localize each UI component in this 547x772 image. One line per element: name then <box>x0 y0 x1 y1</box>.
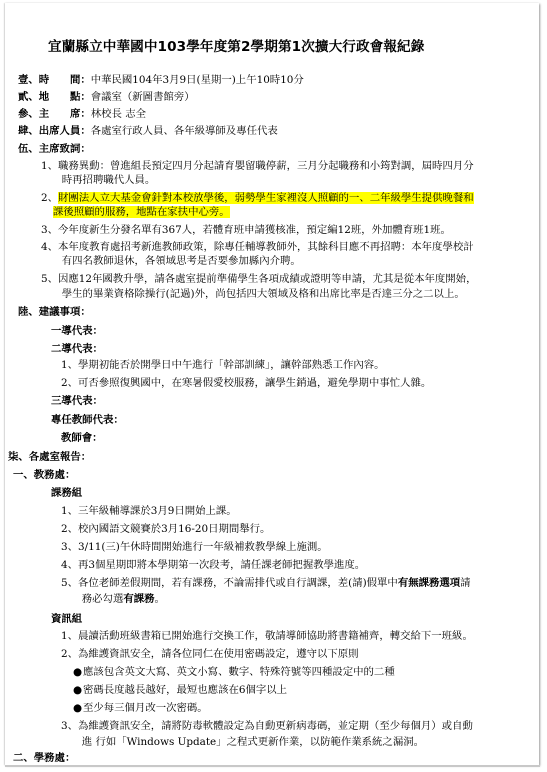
list-item-highlighted-cont <box>53 206 230 219</box>
list-item-highlighted <box>41 192 474 205</box>
rep-label: 專任教師代表： <box>51 414 124 426</box>
list-item: 1、職務異動：曾進組長預定四月分起請育嬰留職停薪，三月分起職務和小筠對調，屆時四月分 <box>41 160 474 172</box>
bullet-icon: ● <box>73 684 83 696</box>
list-item: 2、可否參照復興國中，在寒暑假愛校服務，讓學生銷過，避免學期中事忙人雜。 <box>61 377 432 389</box>
attendees-value: 各處室行政人員、各年級導師及專任代表 <box>90 125 278 137</box>
dept-heading: 一、教務處： <box>13 469 76 481</box>
list-item: 3、今年度新生分發名單有367人，若體育班申請獲核准，預定編12班，外加體育班1班。 <box>41 224 451 236</box>
chair-value: 林校長 志全 <box>90 108 146 120</box>
bullet-text: 至少每三個月改一次密碼。 <box>83 702 208 714</box>
bullet-item <box>73 702 208 715</box>
attendees-row <box>18 125 278 138</box>
rep-label: 三導代表： <box>51 395 103 407</box>
list-item: 3、為維護資訊安全，請將防毒軟體設定為自動更新病毒碼，並定期（至少每個月）或自動 <box>61 720 473 732</box>
item-text: 請 <box>460 577 471 589</box>
bullet-icon: ● <box>73 702 83 714</box>
list-item: 4、本年度教育處招考新進教師政策，除專任輔導教師外，其餘科目應不再招聘：本年度學校計 <box>41 241 474 253</box>
time-row <box>18 74 304 87</box>
place-label: 貳、地 點： <box>18 91 91 103</box>
unit-heading: 資訊組 <box>51 613 83 625</box>
document-page <box>5 3 539 765</box>
list-item-cont: 時再招聘職代人員。 <box>41 174 156 186</box>
list-item-cont: 有四名教師退休，各領域思考是否要參加縣內介聘。 <box>41 255 301 267</box>
item-text: 。 <box>154 593 165 605</box>
section-heading-reports: 柒、各處室報告： <box>8 451 92 463</box>
bullet-text: 密碼長度越長越好，最短也應該在6個字以上 <box>83 684 288 696</box>
list-item-cont: 學生的畢業資格除操行(記過)外，尚包括四大領域及格和出席比率是否達三分之二以上。 <box>41 288 465 300</box>
item-text: 5、各位老師差假期間，若有課務，不論需排代或自行調課，差(請)假單中 <box>61 577 398 589</box>
place-row <box>18 91 195 104</box>
item-bold-text: 有無課務選項 <box>397 577 461 589</box>
highlighted-text: 財團法人立大基金會針對本校放學後，弱勢學生家裡沒人照顧的一、二年級學生提供晚餐和 <box>58 192 474 204</box>
list-item: 2、為維護資訊安全，請各位同仁在使用密碼設定，遵守以下原則 <box>61 648 359 660</box>
bullet-item <box>73 666 395 679</box>
list-item: 4、再3個星期即將本學期第一次段考，請任課老師把握教學進度。 <box>61 559 366 571</box>
item-text: 務必勾選 <box>61 593 124 605</box>
page-shadow <box>5 765 540 767</box>
place-value: 會議室（新圖書館旁） <box>90 91 195 103</box>
rep-label: 一導代表： <box>51 325 103 337</box>
list-item <box>61 577 471 590</box>
attendees-label: 肆、出席人員： <box>18 125 91 137</box>
chair-row <box>18 108 146 121</box>
document-title: 宜蘭縣立中華國中103學年度第2學期第1次擴大行政會報紀錄 <box>48 39 425 55</box>
bullet-item <box>73 684 287 697</box>
chair-label: 參、主 席： <box>18 108 91 120</box>
dept-heading: 二、學務處： <box>13 752 76 764</box>
list-item: 2、校內國語文競賽於3月16-20日期間舉行。 <box>61 523 271 535</box>
item-number: 2、 <box>41 192 59 204</box>
bullet-text: 應該包含英文大寫、英文小寫、數字、特殊符號等四種設定中的二種 <box>83 666 395 678</box>
list-item-cont <box>61 593 165 606</box>
rep-label: 二導代表： <box>51 343 103 355</box>
list-item: 1、晨讀活動班級書箱已開始進行交換工作，敬請導師協助將書籍補齊，轉交給下一班級。 <box>61 630 473 642</box>
bullet-icon: ● <box>73 666 83 678</box>
time-label: 壹、時 間： <box>18 74 91 86</box>
list-item: 3、3/11(三)午休時間開始進行一年級補救教學線上施測。 <box>61 541 328 553</box>
item-bold-text: 有課務 <box>123 593 155 605</box>
highlighted-text-cont: 課後照顧的服務，地點在家扶中心旁。 <box>53 206 230 218</box>
time-value: 中華民國104年3月9日(星期一)上午10時10分 <box>90 74 304 86</box>
list-item: 1、學期初能否於開學日中午進行「幹部訓練」，讓幹部熟悉工作內容。 <box>61 359 385 371</box>
rep-label: 教師會： <box>61 432 103 444</box>
unit-heading: 課務組 <box>51 487 83 499</box>
section-heading-suggestions: 陸、建議事項： <box>18 306 91 318</box>
list-item: 1、三年級輔導課於3月9日開始上課。 <box>61 505 237 517</box>
section-heading-opening: 伍、主席致詞： <box>18 143 91 155</box>
list-item-cont: 進 行如「Windows Update」之程式更新作業，以防範作業系統之漏洞。 <box>61 736 424 748</box>
list-item: 5、因應12年國教升學，請各處室提前準備學生各項成績或證明等申請，尤其是從本年度開始， <box>41 273 477 285</box>
